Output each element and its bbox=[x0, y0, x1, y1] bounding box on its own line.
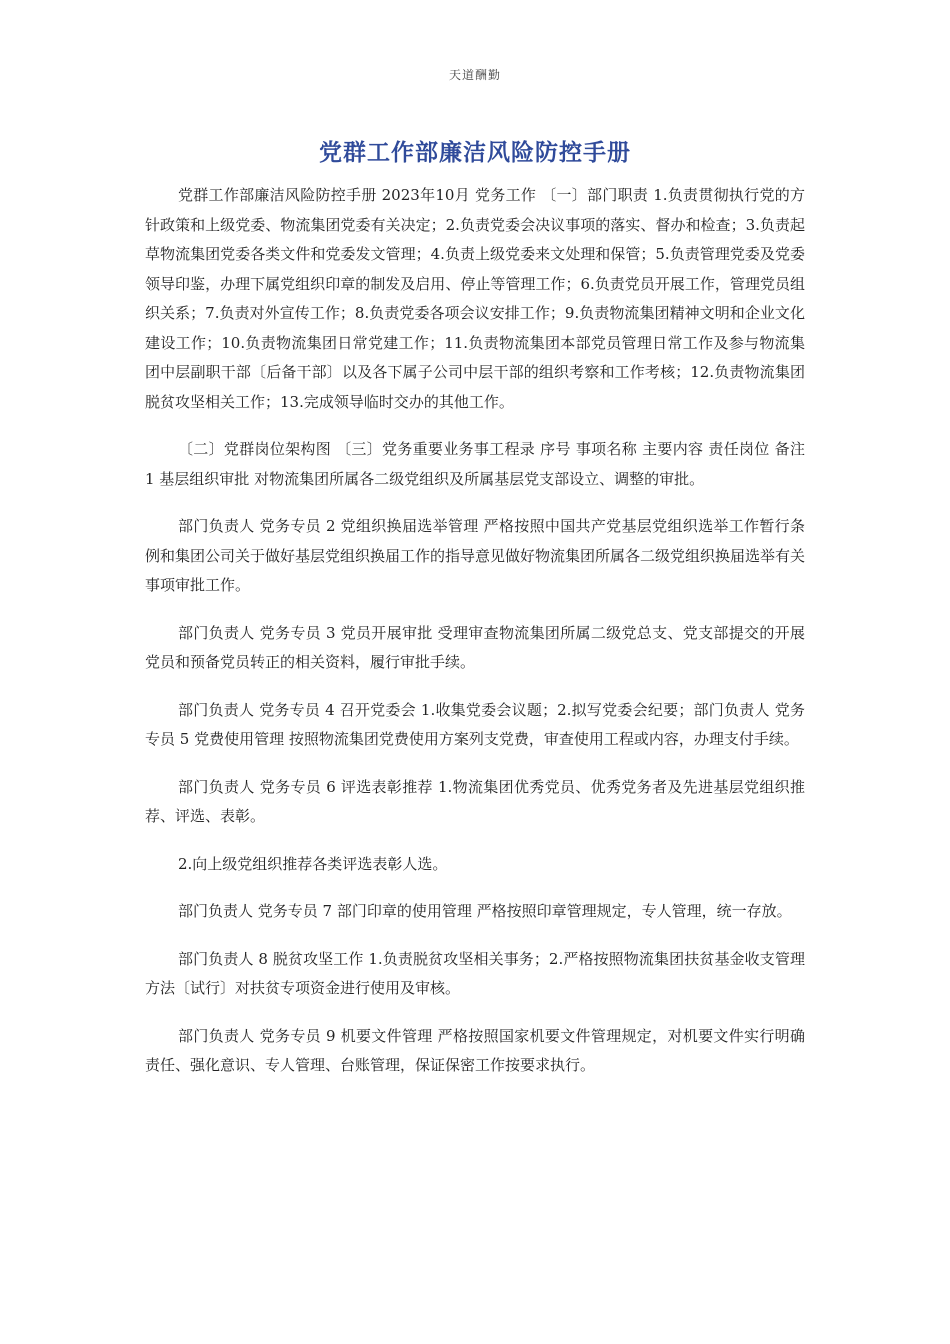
paragraph-seal-management: 部门负责人 党务专员 7 部门印章的使用管理 严格按照印章管理规定，专人管理，统一存放。 bbox=[178, 902, 792, 920]
paragraph-poverty-alleviation: 部门负责人 8 脱贫攻坚工作 1.负责脱贫攻坚相关事务；2.严格按照物流集团扶贫基金收支管理方法〔试行〕对扶贫专项资金进行使用及审核。 bbox=[145, 949, 805, 997]
paragraph-awards-recommendation: 部门负责人 党务专员 6 评选表彰推荐 1.物流集团优秀党员、优秀党务者及先进基层党组织推荐、评选、表彰。 bbox=[145, 777, 805, 825]
paragraph-org-approval: 〔二〕党群岗位架构图 〔三〕党务重要业务事工程录 序号 事项名称 主要内容 责任岗位 备注 1 基层组织审批 对物流集团所属各二级党组织及所属基层党支部设立、调整的审批。 bbox=[145, 440, 805, 488]
paragraph-member-approval: 部门负责人 党务专员 3 党员开展审批 受理审查物流集团所属二级党总支、党支部提交的开展党员和预备党员转正的相关资料，履行审批手续。 bbox=[145, 623, 805, 671]
paragraph-election-management: 部门负责人 党务专员 2 党组织换届选举管理 严格按照中国共产党基层党组织选举工作暂行条例和集团公司关于做好基层党组织换届工作的指导意见做好物流集团所属各二级党组织换届选举有关事项审批工作。 bbox=[145, 517, 806, 594]
paragraph-awards-nomination: 2.向上级党组织推荐各类评选表彰人选。 bbox=[178, 854, 448, 873]
paragraph-confidential-files: 部门负责人 党务专员 9 机要文件管理 严格按照国家机要文件管理规定，对机要文件实行明确责任、强化意识、专人管理、台账管理，保证保密工作按要求执行。 bbox=[145, 1026, 805, 1074]
paragraph-department-duties: 党群工作部廉洁风险防控手册 2023年10月 党务工作 〔一〕部门职责 1.负责贯彻执行党的方针政策和上级党委、物流集团党委有关决定；2.负责党委会决议事项的落实、督办和检查；3.负责起草物流集团党委各类文件和党委发文管理；4.负责上级党委来文处理和保管；5.负责管理党委及党委领导印鉴，办理下属党组织印章的制发及启用、停止等管理工作；6.负责党员开展工作，管理党员组织关系；7.负责对外宣传工作；8.负责党委各项会议安排工作；9.负责物流集团精神文明和企业文化建设工作；10.负责物流集团日常党建工作；11.负责物流集团本部党员管理日常工作及参与物流集团中层副职干部〔后备干部〕以及各下属子公司中层干部的组织考察和工作考核；12.负责物流集团脱贫攻坚相关工作；13.完成领导临时交办的其他工作。 bbox=[145, 186, 805, 411]
page-header: 天道酬勤 bbox=[448, 68, 501, 82]
document-title: 党群工作部廉洁风险防控手册 bbox=[319, 140, 631, 166]
document-body bbox=[145, 181, 805, 1099]
paragraph-committee-meeting: 部门负责人 党务专员 4 召开党委会 1.收集党委会议题；2.拟写党委会纪要；部门负责人 党务专员 5 党费使用管理 按照物流集团党费使用方案列支党费，审查使用工程或内容，办理支付手续。 bbox=[145, 700, 805, 748]
